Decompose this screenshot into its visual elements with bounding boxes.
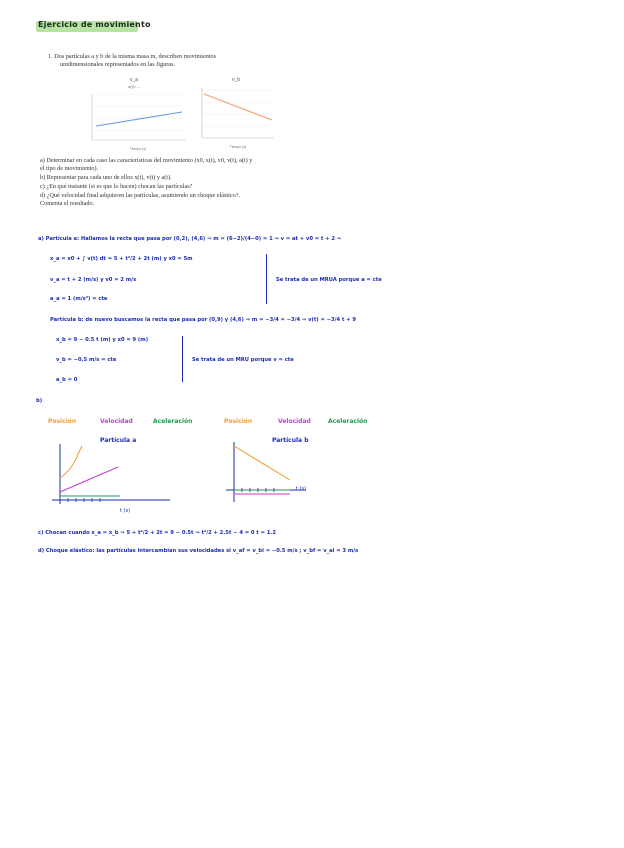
solution-c: c) Chocan cuando x_a = x_b ⇒ 5 + t²/2 + 2t = 9 − 0.5t ⇒ t²/2 + 2.5t − 4 = 0 t = 1.2 (38, 530, 276, 536)
graph-a-xlabel: t (s) (120, 508, 131, 514)
solution-d: d) Choque elástico: las partículas intercambian sus velocidades si v_af = v_bi = −0.5 m/s ; v_bf = v_ai = 3 m/s (38, 548, 359, 554)
solution-a-line2: x_a = x0 + ∫ v(t) dt = 5 + t²/2 + 2t (m) y x0 = 5m (50, 256, 193, 262)
chart-b-title: v_b (231, 77, 241, 83)
legend-aceleracion-a: Aceleración (153, 418, 193, 425)
question-a: a) Determinar en cada caso las características del movimiento (x0, x(t), v0, v(t), a(t) y (40, 157, 253, 164)
graph-b-xlabel: t (s) (296, 486, 307, 492)
graph-b (216, 440, 326, 510)
chart-a-subtitle: a(t)=... (128, 84, 140, 89)
chart-b (192, 74, 278, 154)
solution-b-note: Se trata de un MRU porque v = cte (192, 357, 294, 363)
page-title: Ejercicio de movimiento (38, 20, 151, 29)
brace-a (266, 254, 267, 304)
solution-a-line3: v_a = t + 2 (m/s) y v0 = 2 m/s (50, 277, 137, 283)
chart-a-title: v_a (129, 77, 139, 83)
legend-aceleracion-b: Aceleración (328, 418, 368, 425)
graph-a (40, 440, 190, 520)
question-a-cont: el tipo de movimiento). (40, 165, 99, 172)
legend-posicion-b: Posición (224, 418, 253, 425)
graph-b-title: Partícula b (272, 437, 309, 444)
legend-posicion-a: Posición (48, 418, 77, 425)
chart-b-xlabel: Tiempo (s) (229, 145, 247, 149)
solution-b-line3: v_b = −0.5 m/s = cte (56, 357, 117, 363)
solution-b-line1: Partícula b: de nuevo buscamos la recta que pasa por (0,9) y (4,6) ⇒ m = −3/4 = −3/4 ⇒ v(t) = −3/4 t + 9 (50, 317, 356, 323)
chart-a (78, 74, 190, 154)
problem-statement-line2: unidimensionales representados en las figuras. (60, 61, 175, 68)
solution-b-line4: a_b = 0 (56, 377, 78, 383)
legend-velocidad-b: Velocidad (278, 418, 311, 425)
solution-a-line1: a) Partícula a: Hallamos la recta que pasa por (0,2), (4,6) ⇒ m = (6−2)/(4−0) = 1 ⇒ v = at + v0 = t + 2 ⇒ (38, 236, 342, 242)
solution-b-line2: x_b = 9 − 0.5 t (m) y x0 = 9 (m) (56, 337, 149, 343)
graph-a-title: Partícula a (100, 437, 137, 444)
graph-a-position-curve (60, 446, 82, 478)
solution-a-line4: a_a = 1 (m/s²) = cte (50, 296, 108, 302)
solution-a-note: Se trata de un MRUA porque a = cte (276, 277, 382, 283)
part-b-label: b) (36, 398, 43, 404)
question-c: c) ¿En qué instante (si es que lo hacen) chocan las partículas? (40, 183, 193, 190)
problem-statement-line1: 1. Dos partículas a y b de la misma masa m, describen movimientos (48, 53, 217, 60)
chart-a-xlabel: Tiempo (s) (129, 147, 147, 151)
question-b: b) Representar para cada uno de ellos x(t), v(t) y a(t). (40, 174, 172, 181)
chart-a-velocity-line (96, 112, 182, 126)
graph-b-position-line (234, 446, 290, 480)
chart-b-velocity-line (204, 94, 272, 120)
brace-b (182, 336, 183, 382)
question-d-cont: Comenta el resultado. (40, 200, 95, 207)
question-d: d) ¿Qué velocidad final adquieren las partículas, asumiendo un choque elástico?. (40, 192, 240, 199)
legend-velocidad-a: Velocidad (100, 418, 133, 425)
